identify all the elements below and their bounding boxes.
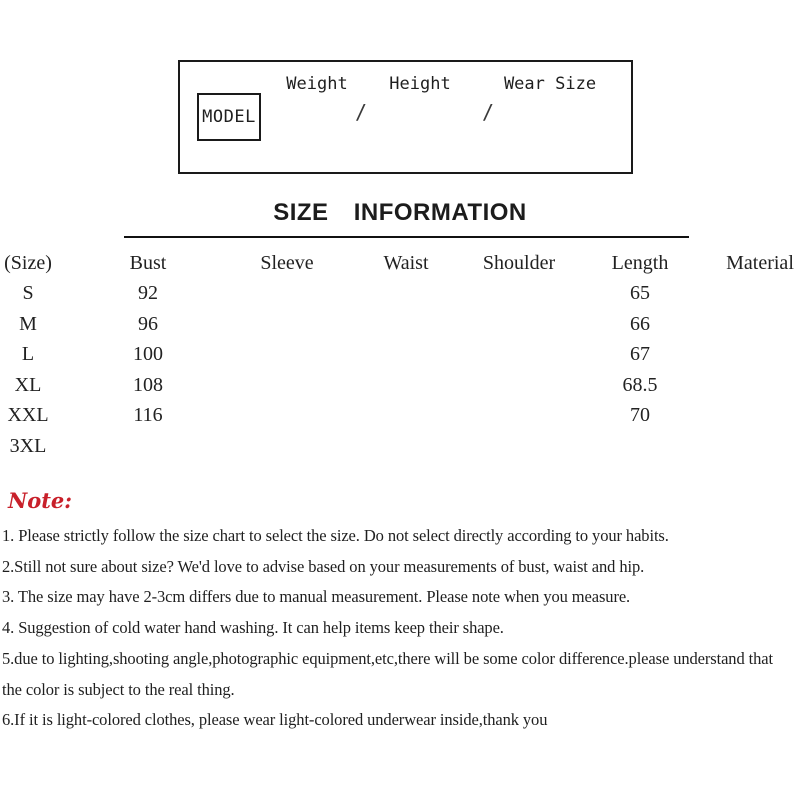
note-item: 6.If it is light-colored clothes, please wear light-colored underwear inside,thank you bbox=[2, 710, 548, 730]
model-label: MODEL bbox=[202, 107, 256, 127]
column-header-material: Material bbox=[726, 251, 794, 274]
note-list bbox=[2, 521, 788, 736]
cell-length: 70 bbox=[630, 404, 650, 427]
title-divider-line bbox=[124, 236, 689, 238]
cell-length: 66 bbox=[630, 312, 650, 335]
note-item: 3. The size may have 2-3cm differs due to manual measurement. Please note when you measure. bbox=[2, 587, 631, 607]
cell-length: 65 bbox=[630, 282, 650, 305]
cell-size: L bbox=[21, 343, 35, 366]
table-row bbox=[0, 401, 800, 432]
table-row bbox=[0, 431, 800, 462]
cell-length: 67 bbox=[630, 343, 650, 366]
note-item: 1. Please strictly follow the size chart to select the size. Do not select directly according to your habits. bbox=[2, 526, 669, 545]
model-weight-value-slash: / bbox=[354, 100, 368, 124]
column-header-waist: Waist bbox=[383, 251, 429, 274]
cell-bust: 96 bbox=[138, 312, 158, 335]
cell-size: XXL bbox=[7, 404, 49, 427]
model-col-wear-size: Wear Size bbox=[503, 74, 597, 94]
table-row bbox=[0, 370, 800, 401]
column-header-length: Length bbox=[611, 251, 669, 274]
table-row bbox=[0, 309, 800, 340]
model-info-box bbox=[178, 60, 633, 174]
cell-size: S bbox=[22, 282, 34, 305]
model-col-weight: Weight bbox=[286, 74, 348, 94]
cell-bust: 92 bbox=[138, 282, 158, 305]
cell-size: XL bbox=[14, 373, 42, 396]
column-header-shoulder: Shoulder bbox=[482, 251, 556, 274]
model-label-box bbox=[197, 93, 261, 141]
cell-bust: 100 bbox=[133, 343, 163, 366]
table-row bbox=[0, 279, 800, 310]
note-item: 2.Still not sure about size? We'd love to advise based on your measurements of bust, waist and hip. bbox=[2, 556, 645, 576]
model-height-value-slash: / bbox=[481, 100, 495, 124]
cell-bust: 108 bbox=[133, 373, 163, 396]
size-information-title: SIZE INFORMATION bbox=[273, 199, 527, 226]
column-header-sleeve: Sleeve bbox=[260, 251, 314, 274]
cell-length: 68.5 bbox=[622, 373, 658, 396]
cell-bust: 116 bbox=[133, 404, 163, 427]
size-table bbox=[0, 248, 800, 462]
model-col-height: Height bbox=[389, 74, 451, 94]
table-row bbox=[0, 340, 800, 371]
note-item: 5.due to lighting,shooting angle,photographic equipment,etc,there will be some color difference.please understand that the color is subject to the real thing. bbox=[2, 648, 773, 699]
note-label: Note: bbox=[8, 488, 73, 513]
cell-size: M bbox=[19, 312, 37, 335]
column-header-size: (Size) bbox=[4, 251, 52, 274]
cell-size: 3XL bbox=[9, 434, 47, 457]
column-header-bust: Bust bbox=[129, 251, 167, 274]
note-item: 4. Suggestion of cold water hand washing. It can help items keep their shape. bbox=[2, 618, 504, 638]
table-header-row bbox=[0, 248, 800, 279]
